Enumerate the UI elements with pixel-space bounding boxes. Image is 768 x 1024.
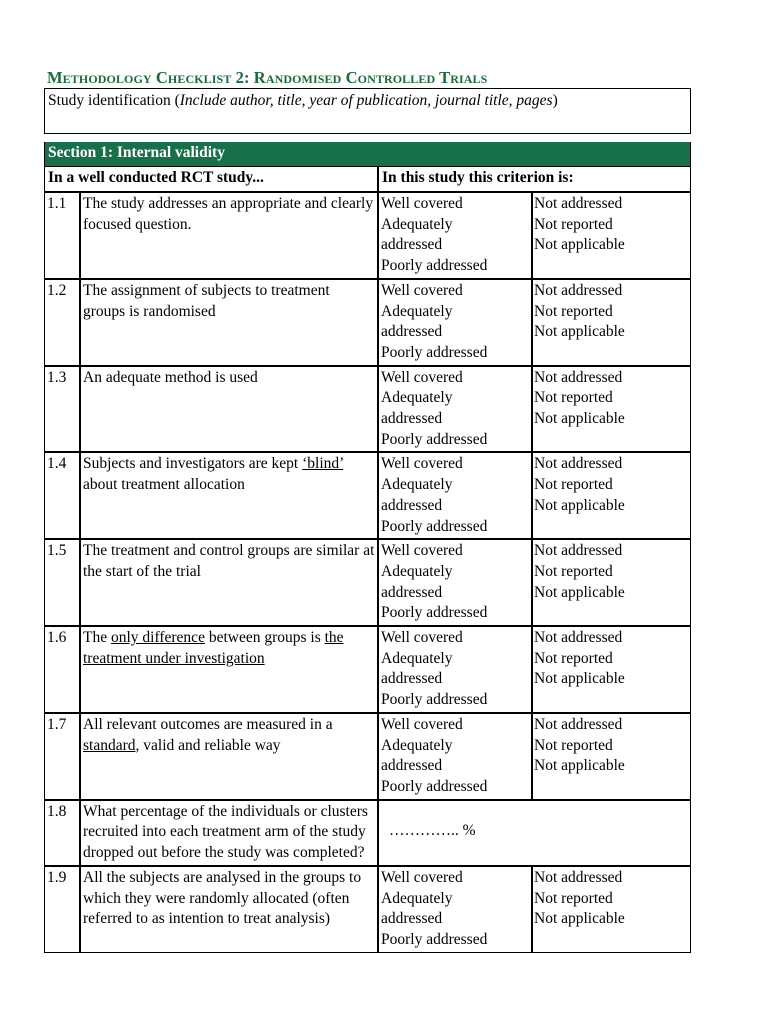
option-label[interactable]: Not addressed: [534, 715, 623, 733]
criterion-text-part: The treatment and control groups are similar at the start of the trial: [83, 542, 375, 580]
option-label[interactable]: Well covered: [381, 455, 463, 473]
option-label[interactable]: Adequately: [381, 389, 453, 407]
checklist-item-row: [44, 539, 691, 626]
checklist-item-row: [44, 452, 691, 539]
checklist-item-row: [44, 366, 691, 453]
option-label[interactable]: Not addressed: [534, 542, 623, 560]
option-label[interactable]: Not addressed: [534, 195, 623, 212]
checklist-table: [44, 88, 691, 953]
option-label[interactable]: Not reported: [534, 889, 613, 907]
option-label[interactable]: Not addressed: [534, 368, 623, 386]
item-number: 1.8: [44, 800, 80, 866]
rating-options-positive[interactable]: [378, 279, 532, 366]
checklist-item-row: [44, 279, 691, 366]
criterion-text-part: only difference: [110, 629, 205, 647]
option-label[interactable]: addressed: [381, 670, 443, 688]
option-label[interactable]: addressed: [381, 323, 443, 341]
option-label[interactable]: Not applicable: [534, 236, 625, 254]
item-number: 1.4: [44, 452, 80, 539]
option-label[interactable]: Not applicable: [534, 910, 625, 928]
column-header-rating: In this study this criterion is:: [378, 166, 691, 192]
study-identification-row: [44, 88, 691, 134]
column-header-row: [44, 166, 691, 192]
option-label[interactable]: Not addressed: [534, 455, 623, 473]
criterion-text-part: The: [83, 629, 111, 647]
checklist-item-row: [44, 866, 691, 953]
rating-options-positive[interactable]: [378, 366, 532, 453]
option-label[interactable]: Not applicable: [534, 757, 625, 775]
option-label[interactable]: Not reported: [534, 302, 613, 320]
criterion-text: [80, 279, 378, 366]
rating-options-negative[interactable]: [532, 866, 691, 953]
option-label[interactable]: Not reported: [534, 649, 613, 667]
rating-options-positive[interactable]: [378, 452, 532, 539]
option-label[interactable]: Not reported: [534, 389, 613, 407]
criterion-text-part: An adequate method is used: [83, 368, 258, 386]
criterion-text-part: between groups is: [204, 629, 325, 647]
option-label[interactable]: Adequately: [381, 889, 453, 907]
rating-options-negative[interactable]: [532, 539, 691, 626]
percentage-answer-field[interactable]: ………….. %: [378, 800, 691, 866]
rating-options-positive[interactable]: [378, 866, 532, 953]
criterion-text-part: What percentage of the individuals or clusters recruited into each treatment arm of the study dropped out before the study was completed?: [83, 802, 368, 862]
rating-options-positive[interactable]: [378, 713, 532, 800]
rating-options-positive[interactable]: [378, 626, 532, 713]
checklist-item-row: [44, 800, 691, 866]
study-identification-cell[interactable]: [44, 88, 691, 134]
option-label[interactable]: Not reported: [534, 476, 613, 494]
option-label[interactable]: Poorly addressed: [381, 930, 488, 948]
option-label[interactable]: Adequately: [381, 476, 453, 494]
rating-options-negative[interactable]: [532, 713, 691, 800]
option-label[interactable]: Well covered: [381, 868, 463, 886]
criterion-text: [80, 626, 378, 713]
option-label[interactable]: Not addressed: [534, 281, 623, 299]
section-title: Section 1: Internal validity: [44, 142, 691, 166]
option-label[interactable]: Not reported: [534, 562, 613, 580]
option-label[interactable]: Not addressed: [534, 868, 623, 886]
option-label[interactable]: addressed: [381, 496, 443, 514]
option-label[interactable]: Poorly addressed: [381, 430, 488, 448]
rating-options-positive[interactable]: [378, 192, 532, 279]
option-label[interactable]: addressed: [381, 757, 443, 775]
item-number: 1.2: [44, 279, 80, 366]
option-label[interactable]: Poorly addressed: [381, 691, 488, 709]
criterion-text: [80, 713, 378, 800]
option-label[interactable]: Not applicable: [534, 583, 625, 601]
option-label[interactable]: addressed: [381, 583, 443, 601]
criterion-text-part: standard: [83, 736, 136, 754]
rating-options-negative[interactable]: [532, 626, 691, 713]
criterion-text-part: The study addresses an appropriate and clearly focused question.: [83, 195, 374, 233]
study-identification-close-paren: ): [552, 92, 558, 109]
option-label[interactable]: Well covered: [381, 281, 463, 299]
criterion-text-part: All relevant outcomes are measured in a: [83, 715, 333, 733]
option-label[interactable]: Well covered: [381, 629, 463, 647]
option-label[interactable]: addressed: [381, 910, 443, 928]
option-label[interactable]: Not applicable: [534, 410, 625, 428]
option-label[interactable]: Well covered: [381, 368, 463, 386]
criterion-text-part: The assignment of subjects to treatment groups is randomised: [83, 281, 330, 320]
option-label[interactable]: Poorly addressed: [381, 257, 488, 275]
criterion-text: [80, 866, 378, 953]
item-number: 1.5: [44, 539, 80, 626]
rating-options-negative[interactable]: [532, 452, 691, 539]
checklist-item-row: [44, 713, 691, 800]
criterion-text: [80, 366, 378, 453]
option-label[interactable]: Not addressed: [534, 629, 623, 647]
criterion-text: [80, 192, 378, 279]
criterion-text-part: , valid and reliable way: [135, 736, 281, 754]
item-number: 1.3: [44, 366, 80, 453]
rating-options-negative[interactable]: [532, 366, 691, 453]
option-label[interactable]: Adequately: [381, 736, 453, 754]
criterion-text: [80, 452, 378, 539]
option-label[interactable]: addressed: [381, 236, 443, 254]
option-label[interactable]: Not applicable: [534, 670, 625, 688]
option-label[interactable]: Not reported: [534, 215, 613, 233]
option-label[interactable]: Poorly addressed: [381, 777, 488, 795]
option-label[interactable]: Not reported: [534, 736, 613, 754]
item-number: 1.6: [44, 626, 80, 713]
option-label[interactable]: Well covered: [381, 195, 463, 212]
criterion-text: [80, 539, 378, 626]
item-number: 1.9: [44, 866, 80, 953]
option-label[interactable]: Adequately: [381, 562, 453, 580]
option-label[interactable]: Adequately: [381, 215, 453, 233]
option-label[interactable]: Well covered: [381, 715, 463, 733]
checklist-item-row: [44, 192, 691, 279]
option-label[interactable]: Not applicable: [534, 496, 625, 514]
criterion-text-part: about treatment allocation: [83, 476, 245, 494]
criterion-text: [80, 800, 378, 866]
checklist-item-row: [44, 626, 691, 713]
criterion-text-part: All the subjects are analysed in the groups to which they were randomly allocated (often referred to as intention to treat analysis): [83, 868, 362, 928]
column-header-criteria: In a well conducted RCT study...: [44, 166, 378, 192]
rating-options-positive[interactable]: [378, 539, 532, 626]
rating-options-negative[interactable]: [532, 279, 691, 366]
item-number: 1.7: [44, 713, 80, 800]
option-label[interactable]: Not applicable: [534, 323, 625, 341]
study-identification-label: Study identification: [48, 92, 171, 109]
criterion-text-part: the treatment under investigation: [83, 629, 344, 667]
section-header-row: [44, 142, 691, 166]
option-label[interactable]: Well covered: [381, 542, 463, 560]
option-label[interactable]: Poorly addressed: [381, 517, 488, 535]
option-label[interactable]: Poorly addressed: [381, 343, 488, 361]
study-identification-open-paren: (: [170, 92, 180, 109]
study-identification-hint: Include author, title, year of publication, journal title, pages: [179, 92, 553, 109]
option-label[interactable]: Adequately: [381, 649, 453, 667]
criterion-text-part: Subjects and investigators are kept: [83, 455, 303, 473]
document-title: Methodology Checklist 2: Randomised Controlled Trials: [47, 68, 488, 87]
item-number: 1.1: [44, 192, 80, 279]
option-label[interactable]: Poorly addressed: [381, 604, 488, 622]
criterion-text-part: ‘blind’: [302, 455, 344, 473]
rating-options-negative[interactable]: [532, 192, 691, 279]
option-label[interactable]: Adequately: [381, 302, 453, 320]
option-label[interactable]: addressed: [381, 410, 443, 428]
